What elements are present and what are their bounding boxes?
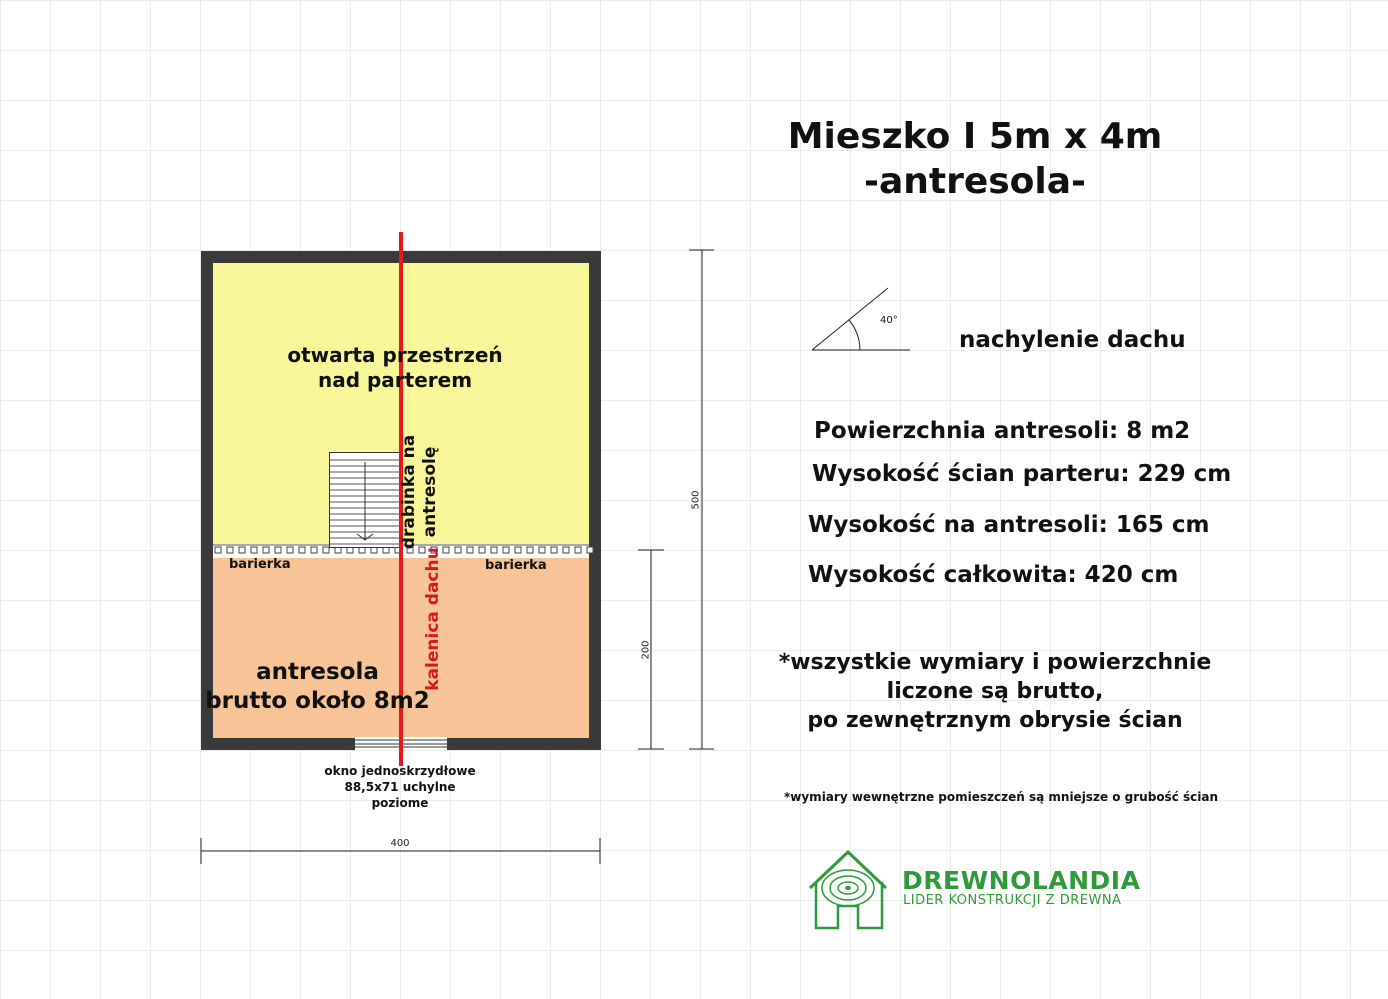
- note-line-1: *wszystkie wymiary i powierzchnie: [778, 650, 1212, 675]
- logo-house-icon: [806, 848, 890, 932]
- barrier-label-right: barierka: [485, 558, 547, 573]
- mezzanine-label-1: antresola: [256, 659, 379, 685]
- logo-name: DREWNOLANDIA: [902, 866, 1141, 895]
- spec-wall-height: Wysokość ścian parteru: 229 cm: [812, 461, 1232, 487]
- window-label-3: poziome: [371, 796, 429, 810]
- window-label-2: 88,5x71 uchylne: [344, 780, 456, 794]
- dim-width: 400: [390, 838, 410, 849]
- spec-mezzanine-area: Powierzchnia antresoli: 8 m2: [814, 418, 1191, 444]
- note-line-2: liczone są brutto,: [886, 679, 1104, 704]
- logo-tagline: LIDER KONSTRUKCJI Z DREWNA: [903, 893, 1122, 908]
- note-small: *wymiary wewnętrzne pomieszczeń są mniejsze o grubość ścian: [784, 790, 1219, 804]
- barrier-label-left: barierka: [229, 557, 291, 572]
- dim-total-height-text: 500: [690, 490, 702, 510]
- mezzanine-label-2: brutto około 8m2: [205, 688, 430, 714]
- ridge-label-text: kalenica dachu: [423, 547, 443, 691]
- note-line-3: po zewnętrznym obrysie ścian: [807, 708, 1183, 733]
- spec-total-height: Wysokość całkowita: 420 cm: [808, 562, 1179, 588]
- page-title: Mieszko I 5m x 4m: [787, 116, 1163, 157]
- ladder-label-1: drabinka na: [399, 434, 419, 550]
- roof-angle-value: 40°: [880, 315, 898, 326]
- page-subtitle: -antresola-: [864, 161, 1086, 202]
- open-space-label-1: otwarta przestrzeń: [287, 343, 503, 367]
- open-space-label-2: nad parterem: [317, 368, 473, 392]
- spec-mezzanine-height: Wysokość na antresoli: 165 cm: [808, 512, 1210, 538]
- ladder-label-2: antresolę: [420, 446, 440, 538]
- window-label-1: okno jednoskrzydłowe: [324, 764, 476, 778]
- dim-mezzanine-height-text: 200: [640, 640, 652, 660]
- roof-pitch-label: nachylenie dachu: [959, 327, 1186, 353]
